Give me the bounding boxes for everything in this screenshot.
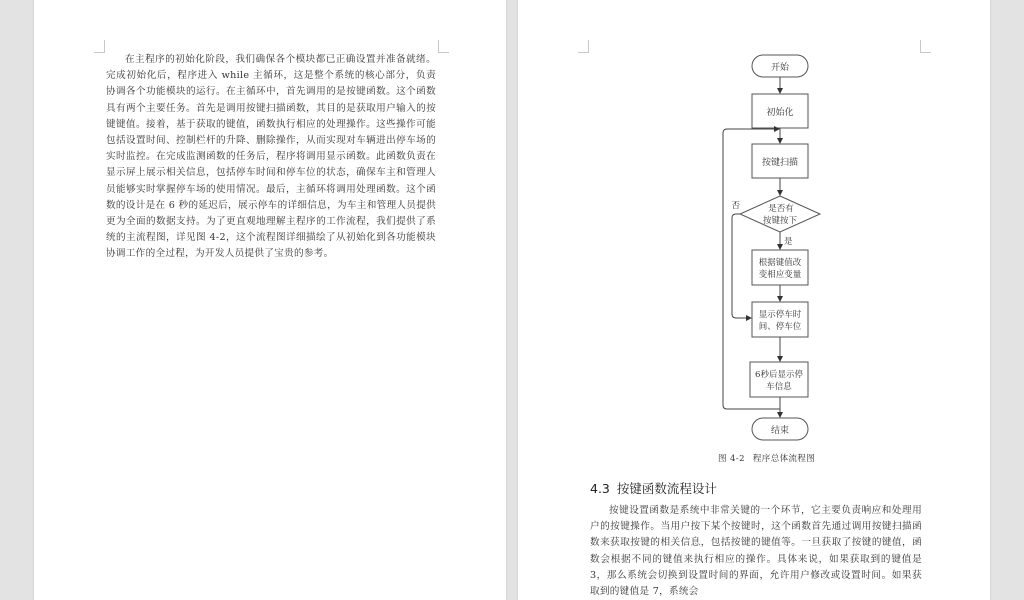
- display-label-1: 显示停车时: [758, 310, 802, 320]
- change-label-1: 根据键值改: [758, 258, 802, 268]
- decision-diamond: [740, 196, 820, 232]
- no-label: 否: [731, 201, 740, 211]
- figure-number: 图 4-2: [718, 454, 745, 464]
- figure-title: 程序总体流程图: [752, 454, 816, 464]
- scan-label: 按键扫描: [761, 158, 799, 168]
- change-label-2: 变相应变量: [758, 270, 802, 280]
- decision-label-1: 是否有: [768, 204, 794, 214]
- body-paragraph: 在主程序的初始化阶段，我们确保各个模块都已正确设置并准备就绪。完成初始化后，程序进入 while 主循环，这是整个系统的核心部分，负责协调各个功能模块的运行。在主循环中，首先调用的是按键函数。这个函数具有两个主要任务。首先是调用按键扫描函数，其目的是获取用户输入的按键键值。接着，基于获取的键值，函数执行相应的处理操作。这些操作可能包括设置时间、控制栏杆的升降、删除操作，从而实现对车辆进出停车场的实时监控。在完成监测函数的任务后，程序将调用显示函数。此函数负责在显示屏上展示相关信息，包括停车时间和停车位的状态，确保车主和管理人员能够实时掌握停车场的使用情况。最后，主循环将调用处理函数。这个函数的设计是在 6 秒的延迟后，展示停车的详细信息，为车主和管理人员提供更为全面的数据支持。为了更直观地理解主程序的工作流程，我们提供了系统的主流程图，详见图 4-2，这个流程图详细描绘了从初始化到各功能模块协调工作的全过程，为开发人员提供了宝贵的参考。: [106, 54, 436, 260]
- figure-caption: [718, 452, 815, 464]
- delay-label-2: 车信息: [766, 382, 792, 392]
- margin-corner-mark: [94, 40, 105, 53]
- decision-label-2: 按键按下: [762, 216, 798, 226]
- document-page-left: [34, 0, 506, 600]
- start-label: 开始: [770, 63, 790, 73]
- section-heading: [590, 479, 717, 497]
- delay-label-1: 6秒后显示停: [755, 370, 803, 380]
- yes-label: 是: [784, 237, 793, 247]
- end-label: 结束: [770, 426, 790, 436]
- margin-corner-mark: [438, 40, 449, 53]
- section-title: 按键函数流程设计: [616, 481, 717, 496]
- display-label-2: 间、停车位: [758, 322, 802, 332]
- program-flowchart: [518, 0, 990, 450]
- document-page-right: [518, 0, 990, 600]
- init-label: 初始化: [766, 108, 794, 118]
- section-number: 4.3: [590, 481, 610, 496]
- body-paragraph: 按键设置函数是系统中非常关键的一个环节，它主要负责响应和处理用户的按键操作。当用户按下某个按键时，这个函数首先通过调用按键扫描函数来获取按键的相关信息，包括按键的键值等。一旦获取了按键的键值，函数会根据不同的键值来执行相应的操作。具体来说，如果获取到的键值是 3，那么系统会切换到设置时间的界面，允许用户修改或设置时间。如果获取到的键值是 7，系统会: [590, 505, 922, 598]
